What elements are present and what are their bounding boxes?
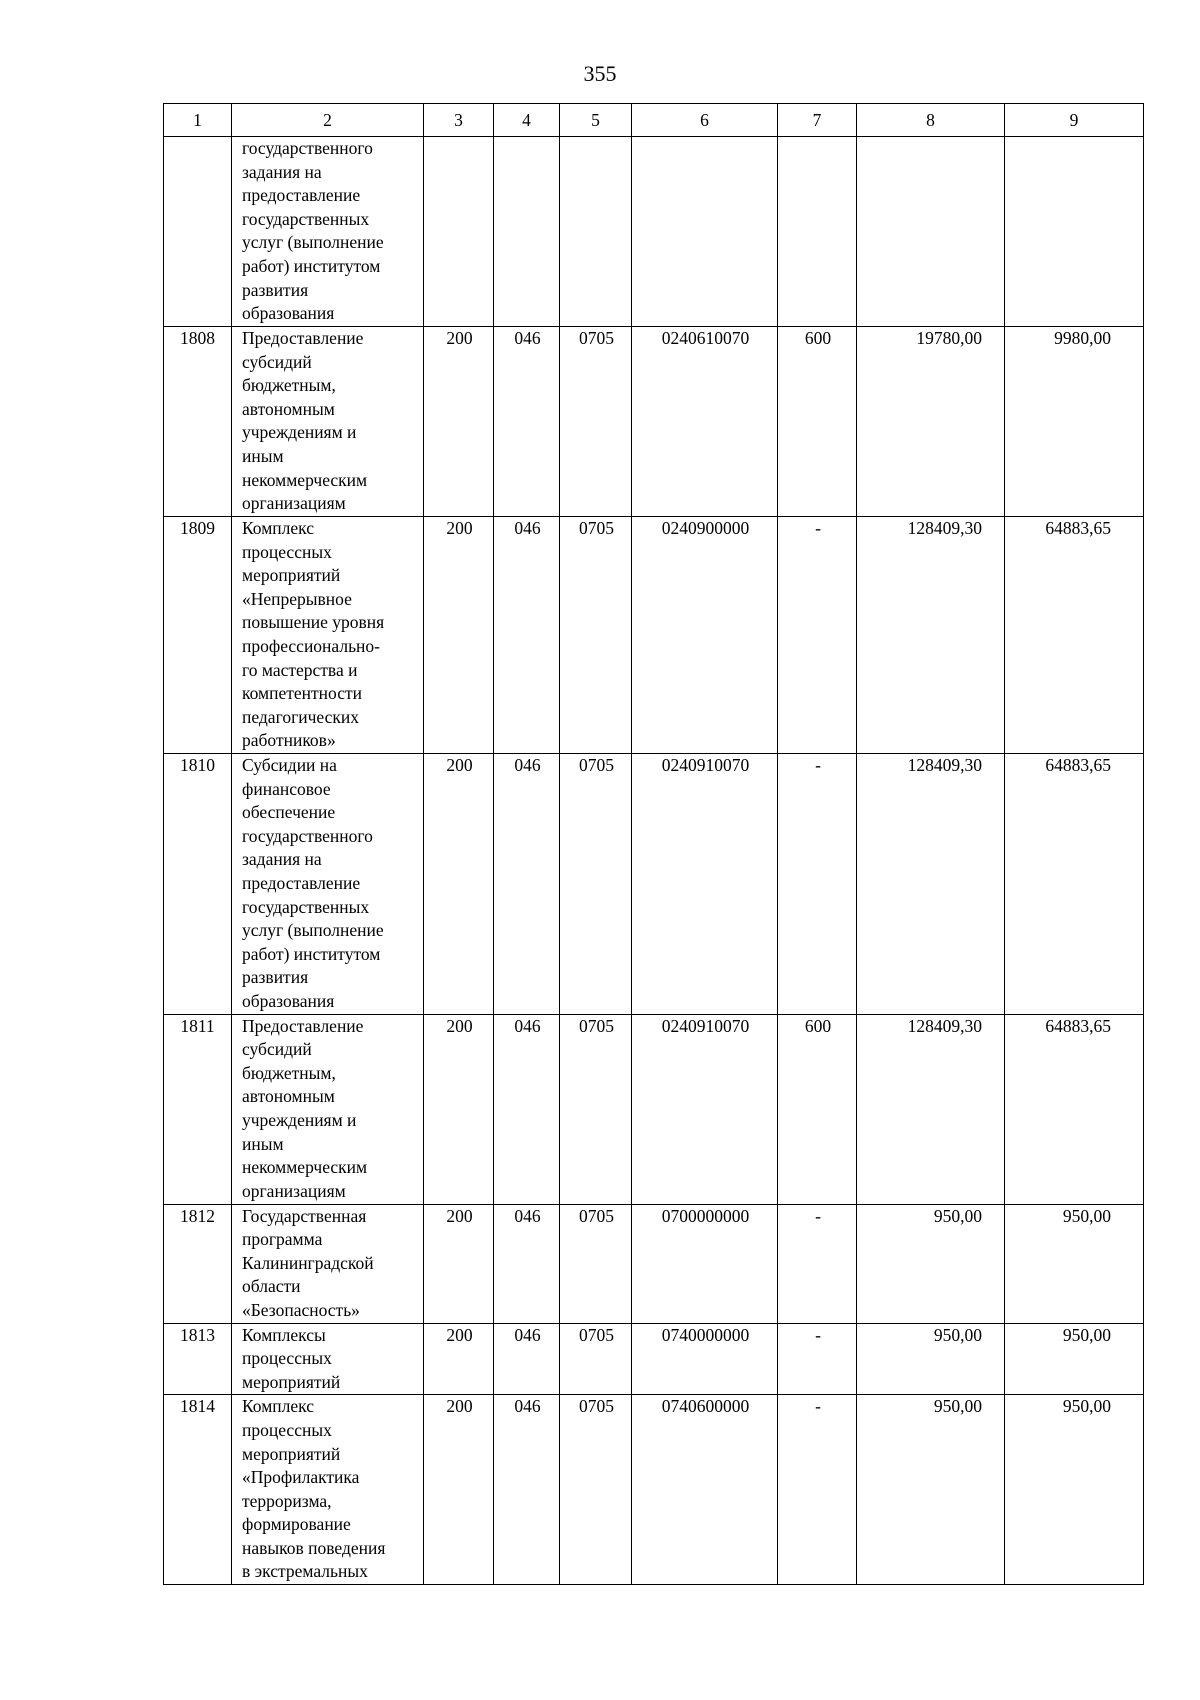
col3-cell: 200 [424, 754, 494, 1015]
col4-cell: 046 [494, 1014, 560, 1204]
col4-cell [494, 137, 560, 327]
row-name-line: области [242, 1276, 301, 1297]
table-row [164, 1395, 1144, 1585]
row-name-line: Государственная [242, 1205, 367, 1226]
row-name-line: субсидий [242, 351, 312, 372]
col9-amount-cell: 9980,00 [1005, 327, 1144, 517]
row-name-cell [232, 1014, 424, 1204]
col4-cell: 046 [494, 754, 560, 1015]
row-name-line: обеспечение [242, 802, 336, 823]
row-name-line: предоставление [242, 872, 361, 893]
col3-cell: 200 [424, 1204, 494, 1323]
column-header: 9 [1005, 104, 1144, 137]
col7-cell: 600 [778, 1014, 857, 1204]
col7-cell: 600 [778, 327, 857, 517]
row-name-line: Комплексы [242, 1324, 326, 1345]
column-header: 6 [632, 104, 778, 137]
row-name-cell [232, 1204, 424, 1323]
row-name-line: предоставление [242, 185, 361, 206]
row-number-cell [164, 137, 232, 327]
row-name-line: субсидий [242, 1039, 312, 1060]
row-number-cell: 1812 [164, 1204, 232, 1323]
col6-code-cell [632, 137, 778, 327]
table-body [164, 137, 1144, 1585]
row-name-line: государственного [242, 138, 373, 158]
col5-cell: 0705 [560, 517, 632, 754]
col9-amount-cell [1005, 137, 1144, 327]
column-header: 2 [232, 104, 424, 137]
row-name-line: государственного [242, 825, 373, 846]
col7-cell: - [778, 754, 857, 1015]
row-number-cell: 1814 [164, 1395, 232, 1585]
col6-code-cell: 0240610070 [632, 327, 778, 517]
row-name-line: задания на [242, 849, 322, 870]
table-row [164, 137, 1144, 327]
col3-cell: 200 [424, 1323, 494, 1395]
table-row [164, 327, 1144, 517]
table-row [164, 1323, 1144, 1395]
row-name-line: мероприятий [242, 565, 341, 586]
row-name-line: «Безопасность» [242, 1299, 360, 1320]
row-name-line: государственных [242, 896, 370, 917]
col4-cell: 046 [494, 517, 560, 754]
col7-cell: - [778, 1395, 857, 1585]
col5-cell: 0705 [560, 327, 632, 517]
col8-amount-cell: 128409,30 [857, 1014, 1005, 1204]
row-name-line: автономным [242, 398, 335, 419]
col7-cell: - [778, 1323, 857, 1395]
row-name-line: повышение уровня [242, 612, 385, 633]
col4-cell: 046 [494, 1395, 560, 1585]
row-name-line: организациям [242, 493, 346, 514]
row-name-line: услуг (выполнение [242, 232, 384, 253]
row-name-line: автономным [242, 1086, 335, 1107]
col5-cell: 0705 [560, 1323, 632, 1395]
row-name-line: компетентности [242, 683, 362, 704]
row-name-cell [232, 517, 424, 754]
row-name-line: мероприятий [242, 1371, 341, 1392]
row-name-line: мероприятий [242, 1443, 341, 1464]
col6-code-cell: 0740600000 [632, 1395, 778, 1585]
col3-cell: 200 [424, 1395, 494, 1585]
col5-cell: 0705 [560, 1204, 632, 1323]
column-header: 3 [424, 104, 494, 137]
row-name-line: организациям [242, 1180, 346, 1201]
row-name-line: Субсидии на [242, 755, 337, 775]
row-name-cell [232, 754, 424, 1015]
row-name-line: в экстремальных [242, 1561, 368, 1582]
col6-code-cell: 0240900000 [632, 517, 778, 754]
col5-cell: 0705 [560, 1395, 632, 1585]
row-name-line: го мастерства и [242, 659, 358, 680]
row-name-line: терроризма, [242, 1490, 332, 1511]
row-name-line: финансовое [242, 778, 331, 799]
column-header: 7 [778, 104, 857, 137]
row-name-line: педагогических [242, 706, 359, 727]
col8-amount-cell: 950,00 [857, 1204, 1005, 1323]
row-name-line: образования [242, 303, 335, 324]
col7-cell [778, 137, 857, 327]
table-row [164, 754, 1144, 1015]
col6-code-cell: 0240910070 [632, 1014, 778, 1204]
row-name-cell [232, 1323, 424, 1395]
row-number-cell: 1810 [164, 754, 232, 1015]
table-row [164, 1204, 1144, 1323]
col4-cell: 046 [494, 1323, 560, 1395]
row-name-line: профессионально- [242, 635, 381, 656]
col7-cell: - [778, 1204, 857, 1323]
col8-amount-cell [857, 137, 1005, 327]
row-name-line: учреждениям и [242, 1109, 357, 1130]
column-header: 8 [857, 104, 1005, 137]
col8-amount-cell: 128409,30 [857, 517, 1005, 754]
col8-amount-cell: 950,00 [857, 1323, 1005, 1395]
row-name-line: задания на [242, 161, 322, 182]
col9-amount-cell: 64883,65 [1005, 1014, 1144, 1204]
row-number-cell: 1808 [164, 327, 232, 517]
row-name-line: навыков поведения [242, 1537, 386, 1558]
row-name-line: развития [242, 967, 309, 988]
col4-cell: 046 [494, 1204, 560, 1323]
row-name-line: некоммерческим [242, 469, 368, 490]
row-name-line: «Непрерывное [242, 588, 352, 609]
col5-cell: 0705 [560, 754, 632, 1015]
col3-cell [424, 137, 494, 327]
row-name-line: Комплекс [242, 1396, 314, 1417]
col5-cell [560, 137, 632, 327]
row-name-line: работ) институтом [242, 255, 381, 276]
budget-table [163, 103, 1144, 1585]
header-row [164, 104, 1144, 137]
column-header: 1 [164, 104, 232, 137]
col9-amount-cell: 950,00 [1005, 1395, 1144, 1585]
col9-amount-cell: 64883,65 [1005, 754, 1144, 1015]
row-name-line: Предоставление [242, 328, 364, 348]
row-number-cell: 1809 [164, 517, 232, 754]
col9-amount-cell: 950,00 [1005, 1204, 1144, 1323]
col6-code-cell: 0700000000 [632, 1204, 778, 1323]
row-name-line: бюджетным, [242, 375, 336, 396]
row-name-line: иным [242, 445, 284, 466]
column-header: 5 [560, 104, 632, 137]
col6-code-cell: 0740000000 [632, 1323, 778, 1395]
row-name-line: иным [242, 1133, 284, 1154]
table-row [164, 1014, 1144, 1204]
row-name-line: работ) институтом [242, 943, 381, 964]
row-name-line: образования [242, 990, 335, 1011]
row-name-line: работников» [242, 730, 336, 751]
row-name-line: учреждениям и [242, 422, 357, 443]
row-name-cell [232, 327, 424, 517]
page-number: 355 [583, 61, 617, 86]
row-name-line: Комплекс [242, 518, 314, 538]
col4-cell: 046 [494, 327, 560, 517]
col9-amount-cell: 950,00 [1005, 1323, 1144, 1395]
col8-amount-cell: 950,00 [857, 1395, 1005, 1585]
row-name-line: бюджетным, [242, 1062, 336, 1083]
col8-amount-cell: 19780,00 [857, 327, 1005, 517]
row-name-line: программа [242, 1229, 323, 1250]
col3-cell: 200 [424, 517, 494, 754]
col9-amount-cell: 64883,65 [1005, 517, 1144, 754]
row-name-line: развития [242, 279, 309, 300]
row-name-line: Калининградской [242, 1252, 374, 1273]
row-name-line: процессных [242, 1348, 332, 1369]
col7-cell: - [778, 517, 857, 754]
row-name-line: услуг (выполнение [242, 920, 384, 941]
row-name-line: процессных [242, 1419, 332, 1440]
row-name-cell [232, 1395, 424, 1585]
row-name-line: Предоставление [242, 1015, 364, 1036]
col3-cell: 200 [424, 1014, 494, 1204]
row-name-line: формирование [242, 1514, 351, 1535]
col3-cell: 200 [424, 327, 494, 517]
row-name-line: государственных [242, 208, 370, 229]
table-row [164, 517, 1144, 754]
row-number-cell: 1813 [164, 1323, 232, 1395]
col5-cell: 0705 [560, 1014, 632, 1204]
col8-amount-cell: 128409,30 [857, 754, 1005, 1015]
row-name-line: процессных [242, 541, 332, 562]
row-number-cell: 1811 [164, 1014, 232, 1204]
column-header: 4 [494, 104, 560, 137]
col6-code-cell: 0240910070 [632, 754, 778, 1015]
row-name-line: некоммерческим [242, 1157, 368, 1178]
row-name-line: «Профилактика [242, 1467, 360, 1488]
row-name-cell [232, 137, 424, 327]
